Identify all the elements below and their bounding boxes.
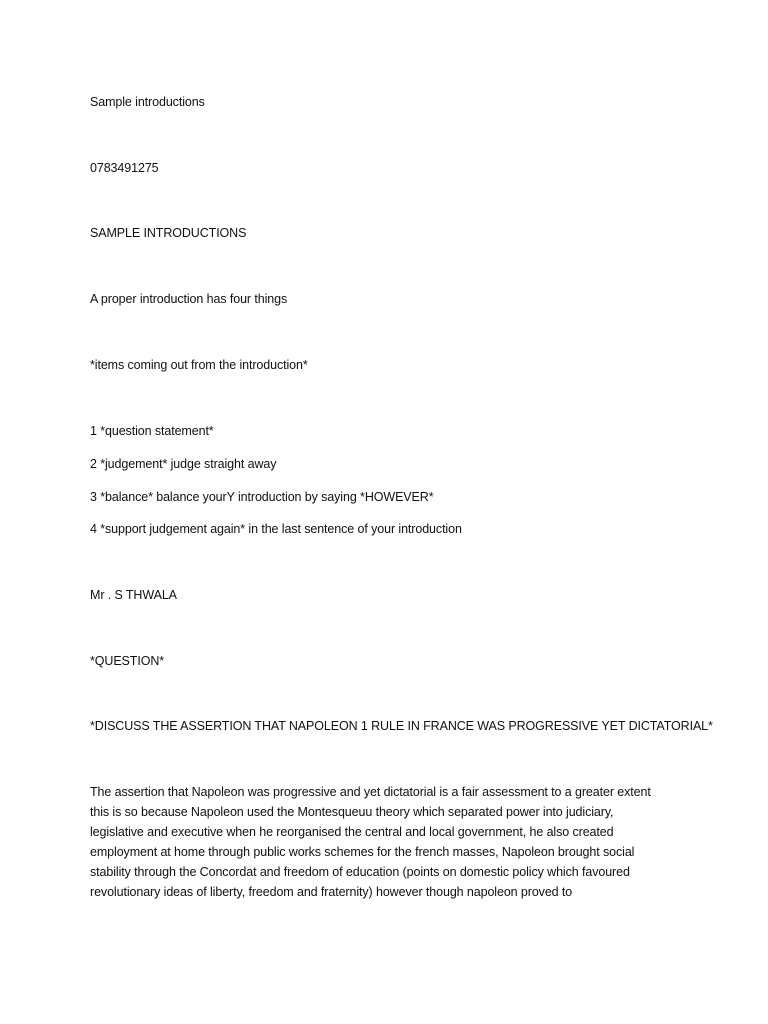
answer-line: legislative and executive when he reorganised the central and local government, he also created: [90, 825, 614, 839]
step-item: 3 *balance* balance yourY introduction by saying *HOWEVER*: [90, 490, 434, 504]
step-item: 2 *judgement* judge straight away: [90, 457, 277, 471]
answer-line: stability through the Concordat and freedom of education (points on domestic policy which favoured: [90, 865, 630, 879]
phone-number: 0783491275: [90, 161, 159, 175]
section-heading: SAMPLE INTRODUCTIONS: [90, 226, 247, 240]
answer-line: revolutionary ideas of liberty, freedom and fraternity) however though napoleon proved to: [90, 885, 573, 899]
step-item: 4 *support judgement again* in the last sentence of your introduction: [90, 522, 462, 536]
author-name: Mr . S THWALA: [90, 588, 177, 602]
answer-line: this is so because Napoleon used the Montesqueuu theory which separated power into judiciary,: [90, 805, 614, 819]
question-text: *DISCUSS THE ASSERTION THAT NAPOLEON 1 RULE IN FRANCE WAS PROGRESSIVE YET DICTATORIAL*: [90, 719, 713, 733]
step-item: 1 *question statement*: [90, 424, 214, 438]
document-title: Sample introductions: [90, 95, 205, 109]
question-label: *QUESTION*: [90, 654, 165, 668]
items-statement: *items coming out from the introduction*: [90, 358, 308, 372]
answer-paragraph: [90, 782, 690, 902]
answer-line: employment at home through public works schemes for the french masses, Napoleon brought social: [90, 845, 635, 859]
intro-statement: A proper introduction has four things: [90, 292, 288, 306]
answer-line: The assertion that Napoleon was progressive and yet dictatorial is a fair assessment to a greater extent: [90, 785, 651, 799]
